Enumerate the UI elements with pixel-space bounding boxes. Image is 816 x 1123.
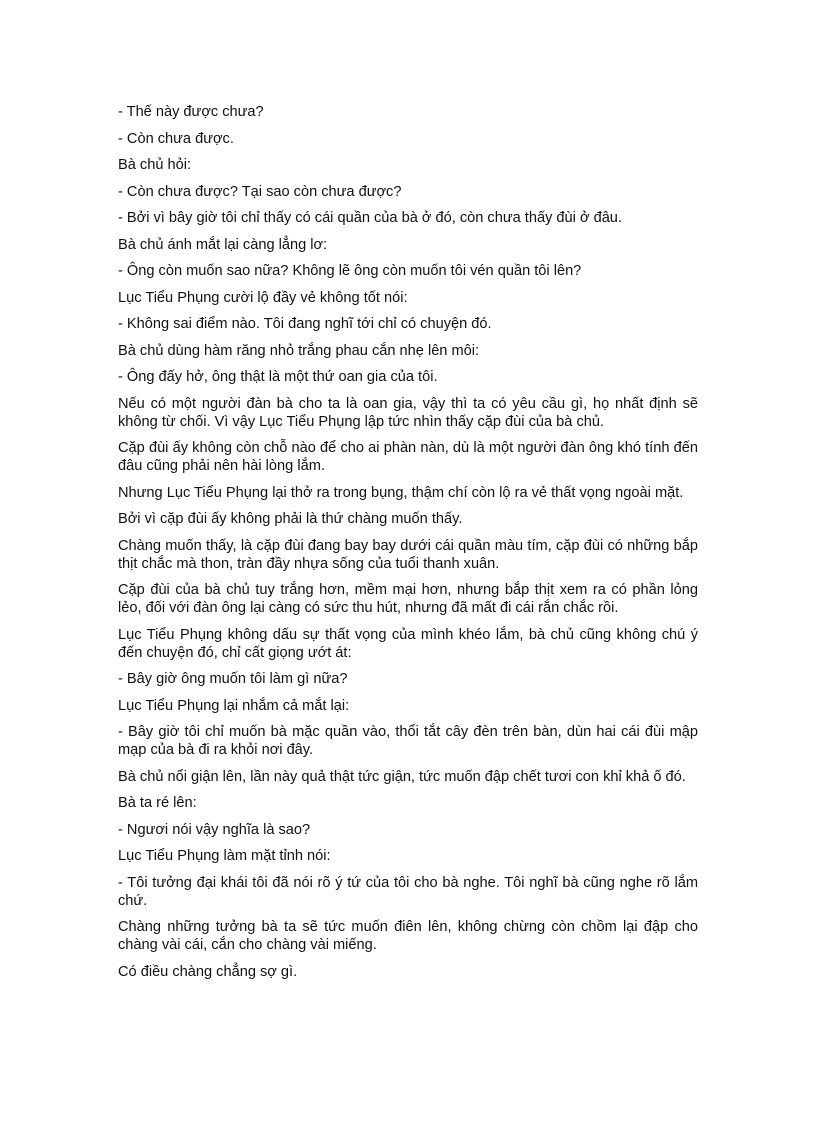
paragraph: Chàng muốn thấy, là cặp đùi đang bay bay dưới cái quần màu tím, cặp đùi có những bắp thịt chắc mà thon, tràn đầy nhựa sống của tuổi thanh xuân.: [118, 537, 698, 572]
paragraph: - Tôi tưởng đại khái tôi đã nói rõ ý tứ của tôi cho bà nghe. Tôi nghĩ bà cũng nghe rõ lắm chứ.: [118, 874, 698, 909]
paragraph: Lục Tiểu Phụng cười lộ đầy vẻ không tốt nói:: [118, 289, 408, 306]
story-text: [118, 103, 698, 989]
paragraph: - Còn chưa được? Tại sao còn chưa được?: [118, 183, 402, 200]
paragraph: Lục Tiểu Phụng làm mặt tỉnh nói:: [118, 848, 331, 864]
paragraph: Bởi vì cặp đùi ấy không phải là thứ chàng muốn thấy.: [118, 511, 463, 527]
paragraph: Cặp đùi của bà chủ tuy trắng hơn, mềm mại hơn, nhưng bắp thịt xem ra có phần lỏng lẻo, đối với đàn ông lại càng có sức thu hút, nhưng đã mất đi cái rắn chắc rồi.: [118, 582, 698, 616]
paragraph: Bà chủ nổi giận lên, lần này quả thật tức giận, tức muốn đập chết tươi con khỉ khả ố đó.: [118, 768, 686, 785]
paragraph: Lục Tiểu Phụng không dấu sự thất vọng của mình khéo lắm, bà chủ cũng không chú ý đến chuyện đó, chỉ cất giọng ướt át:: [118, 626, 698, 661]
paragraph: Lục Tiểu Phụng lại nhắm cả mắt lại:: [118, 697, 350, 714]
paragraph: - Bây giờ ông muốn tôi làm gì nữa?: [118, 671, 348, 687]
paragraph: - Không sai điểm nào. Tôi đang nghĩ tới chỉ có chuyện đó.: [118, 316, 492, 332]
paragraph: Bà chủ ánh mắt lại càng lẳng lơ:: [118, 236, 328, 253]
paragraph: - Bây giờ tôi chỉ muốn bà mặc quần vào, thổi tắt cây đèn trên bàn, dùn hai cái đùi mập mạp của bà đi ra khỏi nơi đây.: [118, 724, 698, 758]
paragraph: - Ngươi nói vậy nghĩa là sao?: [118, 821, 311, 838]
paragraph: Bà chủ hỏi:: [118, 157, 192, 173]
paragraph: Cặp đùi ấy không còn chỗ nào để cho ai phàn nàn, dù là một người đàn ông khó tính đến đâu cũng phải nên hài lòng lắm.: [118, 440, 698, 474]
paragraph: Nhưng Lục Tiểu Phụng lại thở ra trong bụng, thậm chí còn lộ ra vẻ thất vọng ngoài mặt.: [118, 484, 684, 501]
paragraph: - Còn chưa được.: [118, 130, 234, 147]
paragraph: Có điều chàng chẳng sợ gì.: [118, 963, 298, 980]
paragraph: Chàng những tưởng bà ta sẽ tức muốn điên lên, không chừng còn chồm lại đập cho chàng vài cái, cắn cho chàng vài miếng.: [118, 919, 698, 953]
paragraph: - Ông đấy hở, ông thật là một thứ oan gia của tôi.: [118, 369, 438, 385]
paragraph: - Bởi vì bây giờ tôi chỉ thấy có cái quần của bà ở đó, còn chưa thấy đùi ở đâu.: [118, 210, 622, 226]
paragraph: Bà ta ré lên:: [118, 795, 197, 811]
paragraph: - Ông còn muốn sao nữa? Không lẽ ông còn muốn tôi vén quần tôi lên?: [118, 263, 582, 279]
paragraph: - Thế này được chưa?: [118, 104, 264, 120]
paragraph: Bà chủ dùng hàm răng nhỏ trắng phau cắn nhẹ lên môi:: [118, 342, 480, 359]
paragraph: Nếu có một người đàn bà cho ta là oan gia, vậy thì ta có yêu cầu gì, họ nhất định sẽ không từ chối. Vì vậy Lục Tiểu Phụng lập tức nhìn thấy cặp đùi của bà chủ.: [118, 395, 698, 430]
